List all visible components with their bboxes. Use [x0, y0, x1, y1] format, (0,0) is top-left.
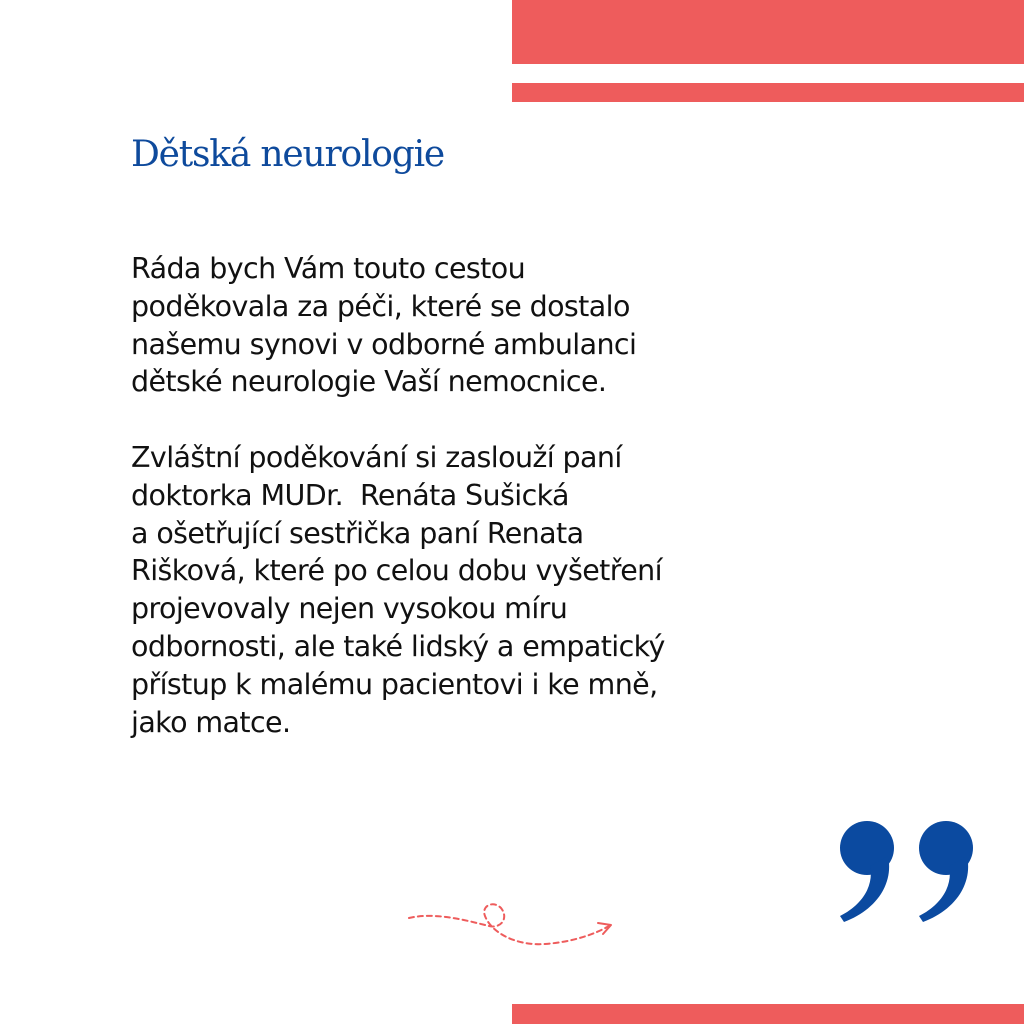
paragraph-gap [131, 401, 851, 439]
text-line: jako matce. [131, 705, 291, 739]
text-line: přístup k malému pacientovi i ke mně, [131, 667, 658, 701]
page-title: Dětská neurologie [131, 134, 445, 175]
dashed-loop-arrow-icon [405, 896, 620, 951]
text-line: poděkovala za péči, které se dostalo [131, 289, 630, 323]
closing-quote-icon [838, 818, 978, 926]
text-line: a ošetřující sestřička paní Renata [131, 516, 584, 550]
text-line: doktorka MUDr. Renáta Sušická [131, 478, 569, 512]
bottom-accent-bar [512, 1004, 1024, 1024]
text-line: dětské neurologie Vaší nemocnice. [131, 365, 607, 399]
text-line: našemu synovi v odborné ambulanci [131, 327, 637, 361]
top-accent-bar [512, 0, 1024, 64]
text-line: Rišková, které po celou dobu vyšetření [131, 554, 662, 588]
text-line: odbornosti, ale také lidský a empatický [131, 629, 665, 663]
top-accent-stripe [512, 83, 1024, 102]
text-line: projevovaly nejen vysokou míru [131, 592, 568, 626]
text-line: Zvláštní poděkování si zaslouží paní [131, 440, 622, 474]
testimonial-text [131, 250, 851, 741]
text-line: Ráda bych Vám touto cestou [131, 252, 526, 285]
